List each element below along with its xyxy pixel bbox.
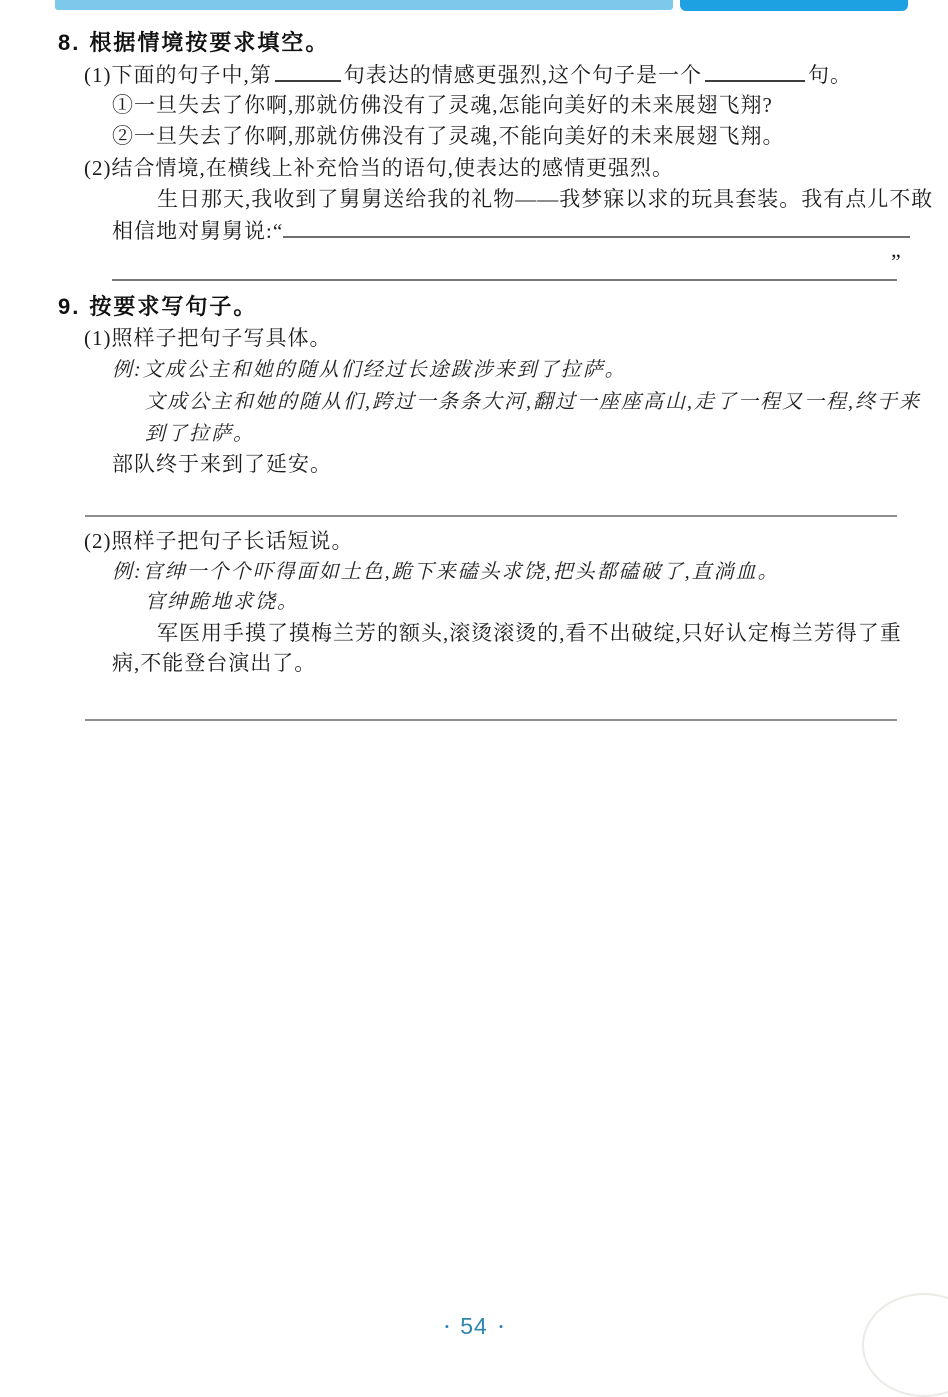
q9-part2-label: (2) (84, 529, 112, 553)
q9-part1-example-label: 例: (112, 359, 143, 381)
question-8-number: 8. (58, 30, 81, 55)
page-number-right-dot: • (498, 1319, 504, 1334)
q9-part2-example-label: 例: (112, 561, 143, 583)
page-number: 54 (460, 1313, 488, 1339)
q8-part2-prompt (84, 155, 674, 182)
q8-part1-answer-blank-2 (705, 60, 805, 82)
q9-part2-prompt (84, 528, 354, 555)
q9-part2-answer-line (85, 719, 897, 721)
q8-part1-answer-blank-1 (275, 60, 341, 82)
q8-part2-paragraph-line-2-text: 相信地对舅舅说:“ (112, 219, 284, 243)
q8-part2-label: (2) (84, 156, 112, 180)
q9-part2-instruction: 照样子把句子长话短说。 (111, 529, 354, 553)
question-9-title: 按要求写句子。 (89, 294, 258, 319)
q9-part1-example-sentence (112, 357, 627, 384)
q9-part2-example-text: 官绅一个个吓得面如土色,跪下来磕头求饶,把头都磕破了,直淌血。 (142, 561, 780, 583)
q9-part1-exercise-sentence: 部队终于来到了延安。 (112, 452, 332, 476)
q8-part1-text-c: 句。 (808, 63, 852, 87)
q8-part2-answer-blank-line-2 (112, 279, 897, 281)
q8-part1-text-b: 句表达的情感更强烈,这个句子是一个 (343, 63, 702, 87)
page-number-left-dot: • (444, 1319, 450, 1334)
header-bar-dark (680, 0, 908, 11)
q9-part1-answer-line (85, 515, 897, 517)
q8-part1-option-2: ②一旦失去了你啊,那就仿佛没有了灵魂,不能向美好的未来展翅飞翔。 (112, 124, 785, 148)
q8-part1-text-a: 下面的句子中,第 (111, 63, 272, 87)
q8-part2-instruction: 结合情境,在横线上补充恰当的语句,使表达的感情更强烈。 (111, 156, 674, 180)
q8-part2-closing-quote: ” (891, 249, 901, 274)
q9-part1-example-text: 文成公主和她的随从们经过长途跋涉来到了拉萨。 (142, 359, 627, 381)
q9-part2-exercise-line-2: 病,不能登台演出了。 (112, 651, 317, 675)
question-9-heading (58, 293, 257, 320)
q8-part1-label: (1) (84, 63, 112, 87)
question-8-title: 根据情境按要求填空。 (89, 30, 330, 55)
q9-part1-example-answer-line-1: 文成公主和她的随从们,跨过一条条大河,翻过一座座高山,走了一程又一程,终于来 (145, 391, 921, 413)
header-bar-light (55, 0, 673, 10)
q9-part2-example-answer: 官绅跪地求饶。 (145, 591, 299, 613)
q8-part1-option-1: ①一旦失去了你啊,那就仿佛没有了灵魂,怎能向美好的未来展翅飞翔? (112, 93, 773, 117)
q9-part1-instruction: 照样子把句子写具体。 (111, 326, 332, 350)
q8-part2-paragraph-line-2 (112, 214, 910, 245)
q8-part1-prompt (84, 60, 852, 89)
q9-part1-label: (1) (84, 326, 112, 350)
q9-part1-example-answer-line-2: 到了拉萨。 (145, 423, 255, 445)
footer-pagination (0, 1313, 948, 1340)
q8-part2-answer-blank-line-1 (283, 214, 910, 238)
q9-part2-exercise-line-1: 军医用手摸了摸梅兰芳的额头,滚烫滚烫的,看不出破绽,只好认定梅兰芳得了重 (157, 621, 902, 645)
q8-part2-paragraph-line-1: 生日那天,我收到了舅舅送给我的礼物——我梦寐以求的玩具套装。我有点儿不敢 (157, 187, 934, 211)
q9-part2-example-sentence (112, 559, 780, 586)
question-8-heading (58, 29, 329, 56)
q9-part1-prompt (84, 325, 332, 352)
page-curl-decoration (862, 1293, 948, 1397)
question-9-number: 9. (58, 294, 81, 319)
